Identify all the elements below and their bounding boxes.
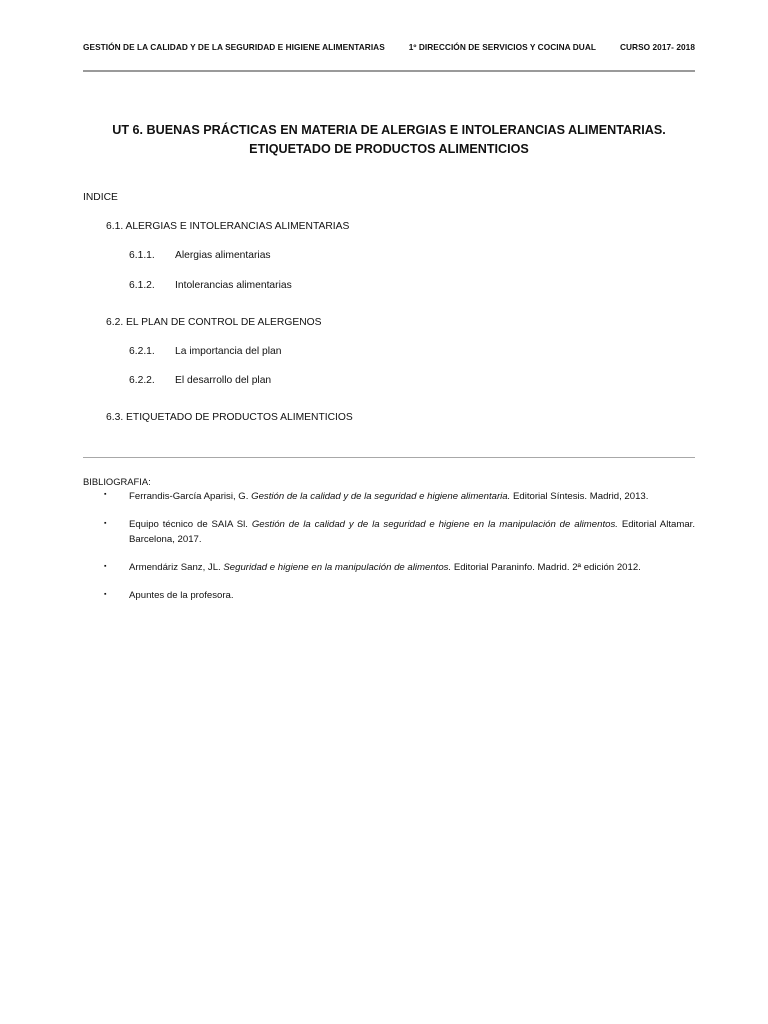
entry-title: Gestión de la calidad y de la seguridad e higiene en la manipulación de alimentos. bbox=[251, 519, 618, 530]
index-item-label: Alergias alimentarias bbox=[175, 250, 271, 261]
entry-author: Ferrandis-García Aparisi, G. bbox=[129, 491, 249, 502]
bullet-icon: ▪ bbox=[104, 563, 107, 570]
index-item-label: El desarrollo del plan bbox=[175, 375, 272, 386]
entry-author: Equipo técnico de SAIA Sl. bbox=[129, 519, 248, 530]
bullet-icon: ▪ bbox=[104, 491, 107, 498]
header-course: CURSO 2017- 2018 bbox=[619, 42, 695, 52]
bibliography-heading: BIBLIOGRAFIA: bbox=[83, 476, 151, 487]
index-section-6-1: 6.1. ALERGIAS E INTOLERANCIAS ALIMENTARIAS bbox=[106, 221, 350, 232]
entry-title: Seguridad e higiene en la manipulación de alimentos. bbox=[223, 562, 452, 573]
bibliography-text bbox=[129, 560, 695, 575]
index-section-6-3: 6.3. ETIQUETADO DE PRODUCTOS ALIMENTICIOS bbox=[106, 412, 353, 423]
index-item-label: La importancia del plan bbox=[175, 346, 282, 357]
bibliography-text bbox=[129, 588, 695, 603]
index-section-6-2: 6.2. EL PLAN DE CONTROL DE ALERGENOS bbox=[106, 317, 322, 328]
entry-title: Gestión de la calidad y de la seguridad e higiene alimentaria. bbox=[251, 491, 511, 502]
header-group: 1º DIRECCIÓN DE SERVICIOS Y COCINA DUAL bbox=[408, 42, 596, 52]
section-divider bbox=[83, 457, 695, 458]
bullet-icon: ▪ bbox=[104, 591, 107, 598]
page-header bbox=[83, 42, 695, 52]
index-item-number: 6.1.2. bbox=[129, 280, 155, 291]
title-line-1: UT 6. BUENAS PRÁCTICAS EN MATERIA DE ALERGIAS E INTOLERANCIAS ALIMENTARIAS. bbox=[112, 123, 666, 137]
index-item-number: 6.1.1. bbox=[129, 250, 155, 261]
document-title bbox=[83, 121, 695, 159]
header-divider bbox=[83, 70, 695, 72]
entry-publisher: Editorial Síntesis. Madrid, 2013. bbox=[512, 491, 649, 502]
entry-author: Armendáriz Sanz, JL. bbox=[129, 562, 221, 573]
title-line-2: ETIQUETADO DE PRODUCTOS ALIMENTICIOS bbox=[249, 142, 529, 156]
index-item-number: 6.2.1. bbox=[129, 346, 155, 357]
bibliography-text bbox=[129, 517, 695, 547]
entry-publisher: Editorial Paraninfo. Madrid. 2ª edición 2012. bbox=[453, 562, 641, 573]
bullet-icon: ▪ bbox=[104, 520, 107, 527]
bibliography-text bbox=[129, 489, 695, 504]
header-module: GESTIÓN DE LA CALIDAD Y DE LA SEGURIDAD E HIGIENE ALIMENTARIAS bbox=[83, 42, 385, 52]
index-heading: INDICE bbox=[83, 192, 118, 203]
entry-author: Apuntes de la profesora. bbox=[129, 590, 234, 601]
entry-publisher: Editorial Altamar. Barcelona, 2017. bbox=[129, 519, 695, 545]
index-item-number: 6.2.2. bbox=[129, 375, 155, 386]
index-item-label: Intolerancias alimentarias bbox=[175, 280, 292, 291]
